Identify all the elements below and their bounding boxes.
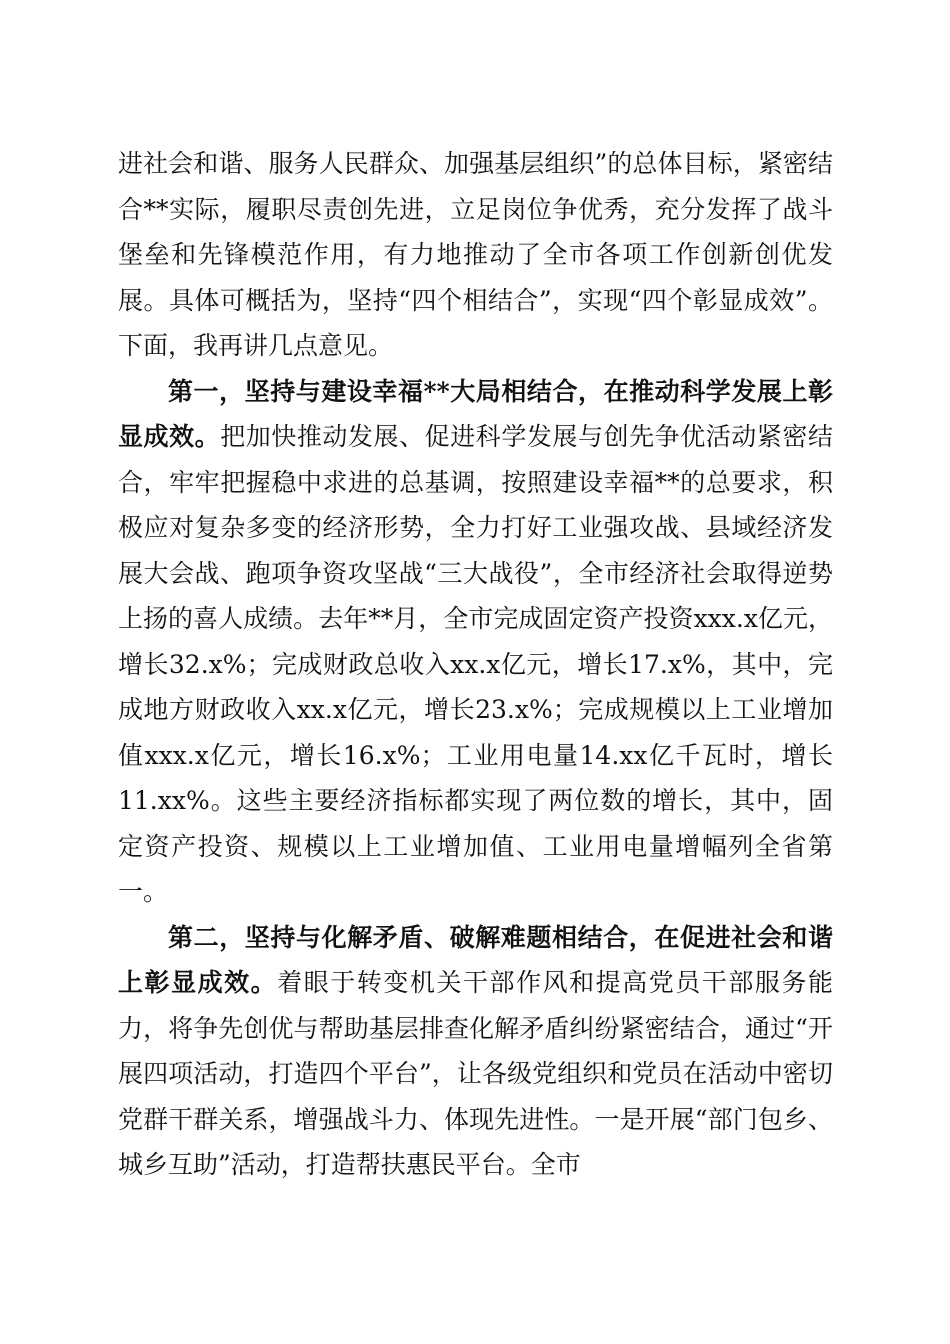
paragraph-second-point-text: 着眼于转变机关干部作风和提高党员干部服务能力，将争先创优与帮助基层排查化解矛盾纠纷紧密结合，通过“开展四项活动，打造四个平台”，让各级党组织和党员在活动中密切党群干群关系，增强战斗力、体现先进性。一是开展“部门包乡、城乡互助”活动，打造帮扶惠民平台。全市: [118, 968, 833, 1179]
paragraph-second-point: [118, 915, 833, 1188]
paragraph-first-point-text: 把加快推动发展、促进科学发展与创先争优活动紧密结合，牢牢把握稳中求进的总基调，按照建设幸福**的总要求，积极应对复杂多变的经济形势，全力打好工业强攻战、县域经济发展大会战、跑项争资攻坚战“三大战役”，全市经济社会取得逆势上扬的喜人成绩。去年**月，全市完成固定资产投资xxx.x亿元，增长32.x%；完成财政总收入xx.x亿元，增长17.x%，其中，完成地方财政收入xx.x亿元，增长23.x%；完成规模以上工业增加值xxx.x亿元，增长16.x%；工业用电量14.xx亿千瓦时，增长11.xx%。这些主要经济指标都实现了两位数的增长，其中，固定资产投资、规模以上工业增加值、工业用电量增幅列全省第一。: [118, 422, 833, 906]
paragraph-intro: [118, 141, 833, 369]
document-body: [118, 141, 833, 1188]
paragraph-intro-text: 进社会和谐、服务人民群众、加强基层组织”的总体目标，紧密结合**实际，履职尽责创先进，立足岗位争优秀，充分发挥了战斗堡垒和先锋模范作用，有力地推动了全市各项工作创新创优发展。具体可概括为，坚持“四个相结合”，实现“四个彰显成效”。下面，我再讲几点意见。: [118, 149, 833, 360]
paragraph-second-point-heading: 第二，坚持与化解矛盾、破解难题相结合，在促进社会和谐上彰显成效。: [118, 922, 833, 997]
paragraph-first-point: [118, 369, 833, 915]
paragraph-first-point-heading: 第一，坚持与建设幸福**大局相结合，在推动科学发展上彰显成效。: [118, 376, 833, 451]
